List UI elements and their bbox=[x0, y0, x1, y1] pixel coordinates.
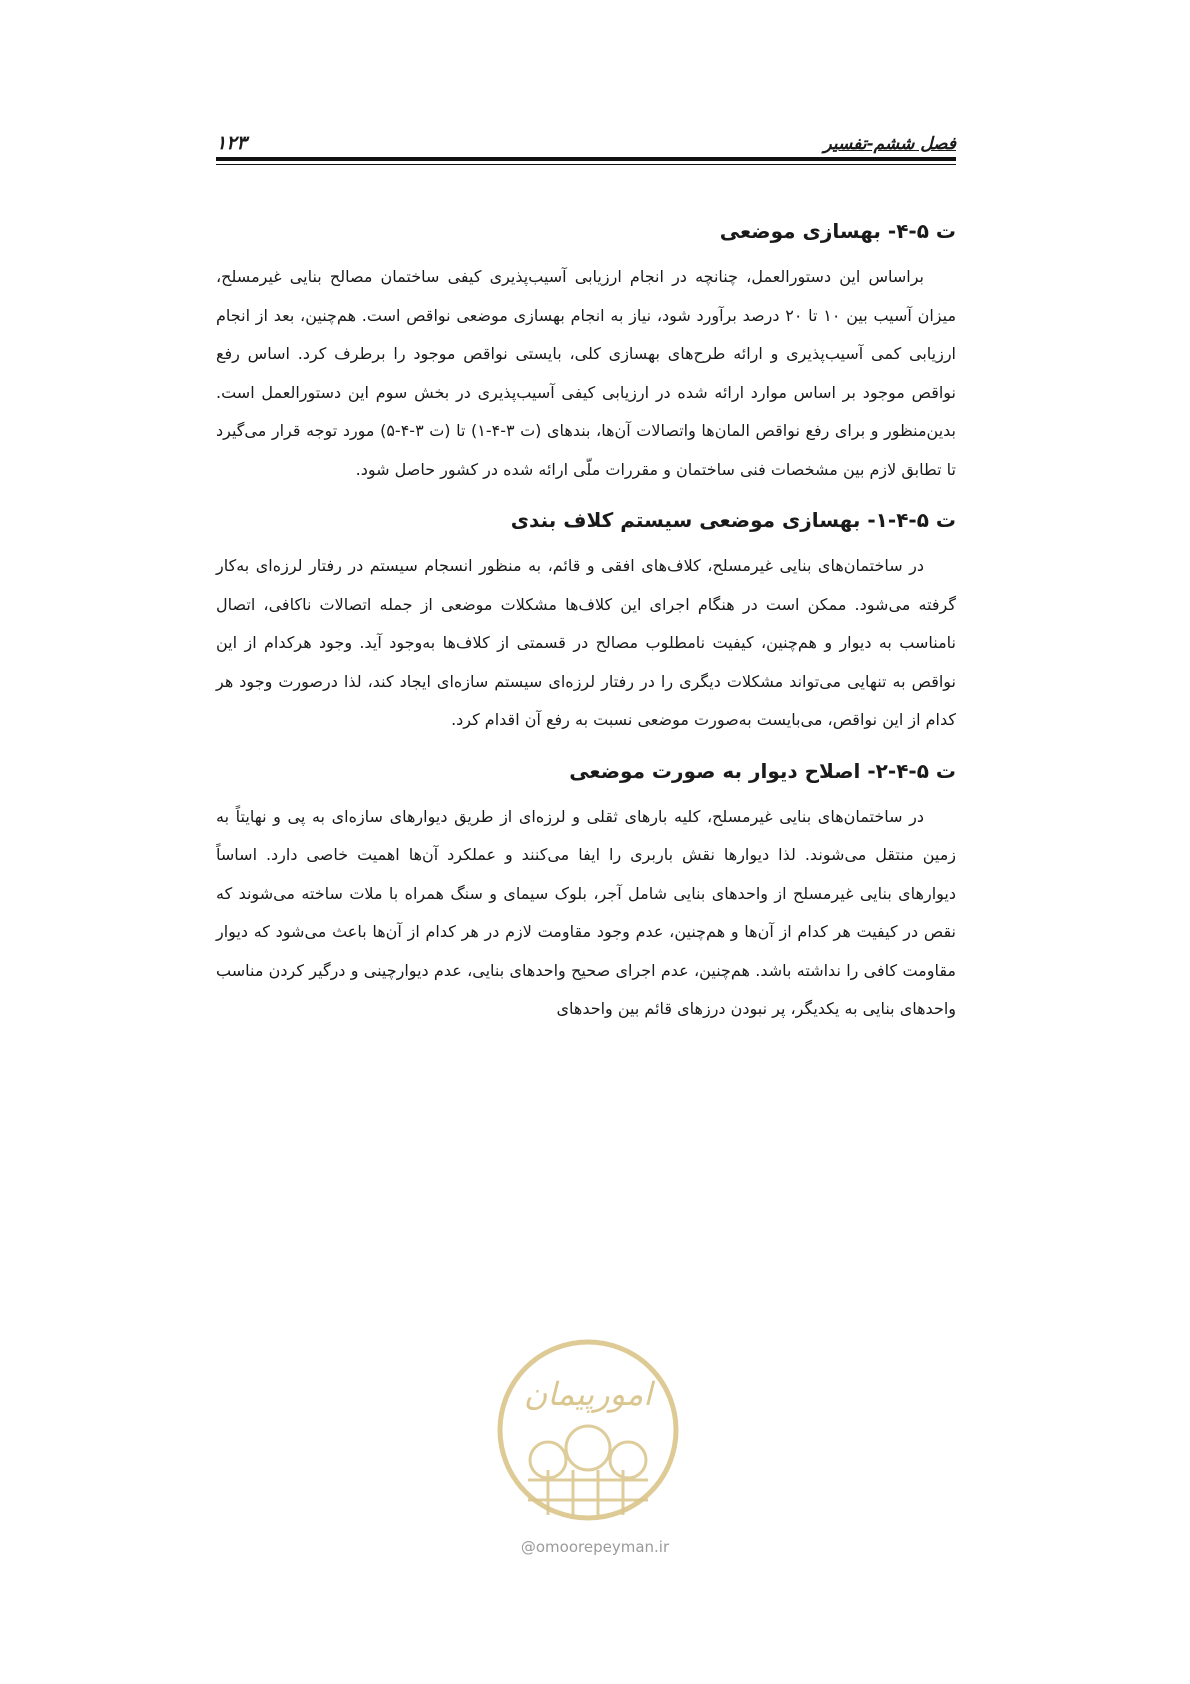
chapter-title: فصل ششم-تفسیر bbox=[823, 134, 956, 154]
running-header bbox=[216, 128, 956, 154]
page-number: ۱۲۳ bbox=[216, 132, 247, 154]
watermark-logo-text: امورپیمان bbox=[523, 1375, 653, 1413]
header-rule-thick bbox=[216, 157, 956, 161]
section-heading-wall-repair: ت ۵-۴-۲- اصلاح دیوار به صورت موضعی bbox=[569, 758, 956, 783]
section-paragraph-tie-beam-system: در ساختمان‌های بنایی غیرمسلح، کلاف‌های افقی و قائم، به منظور انسجام سیستم در رفتار لرزه‌ای به‌کار گرفته می‌شود. ممکن است در هنگام اجرای این کلاف‌ها مشکلات موضعی از جمله اتصالات ناکافی، اتصال نامناسب به دیوار و هم‌چنین، کیفیت نامطلوب مصالح در قسمتی از کلاف‌ها به‌وجود آید. وجود هرکدام از این نواقص به تنهایی می‌تواند مشکلات دیگری را در رفتار لرزه‌ای سیستم سازه‌ای ایجاد کند، لذا درصورت وجود هر کدام از این نواقص، می‌بایست به‌صورت موضعی نسبت به رفع آن اقدام کرد. bbox=[216, 556, 956, 729]
section-paragraph-local-rehabilitation: براساس این دستورالعمل، چنانچه در انجام ارزیابی آسیب‌پذیری کیفی ساختمان مصالح بنایی غیرمسلح، میزان آسیب بین ۱۰ تا ۲۰ درصد برآورد شود، نیاز به انجام بهسازی موضعی نواقص است. هم‌چنین، بعد از انجام ارزیابی کمی آسیب‌پذیری و ارائه طرح‌های بهسازی کلی، بایستی نواقص موجود را برطرف کرد. اساس رفع نواقص موجود بر اساس موارد ارائه شده در ارزیابی کیفی آسیب‌پذیری در بخش سوم این دستورالعمل است. بدین‌منظور و برای رفع نواقص المان‌ها واتصالات آن‌ها، بندهای (ت ۳-۴-۱) تا (ت ۳-۴-۵) مورد توجه قرار می‌گیرد تا تطابق لازم بین مشخصات فنی ساختمان و مقررات ملّی ارائه شده در کشور حاصل شود. bbox=[216, 267, 957, 479]
section-paragraph-wall-repair: در ساختمان‌های بنایی غیرمسلح، کلیه بارهای ثقلی و لرزه‌ای از طریق دیوارهای سازه‌ای به پی و نهایتاً به زمین منتقل می‌شوند. لذا دیوارها نقش باربری را ایفا می‌کنند و عملکرد آن‌ها اهمیت خاصی دارد. اساساً دیوارهای بنایی غیرمسلح از واحدهای بنایی شامل آجر، بلوک سیمای و سنگ همراه با ملات ساخته می‌شوند که نقص در کیفیت هر کدام از آن‌ها و هم‌چنین، عدم وجود مقاومت لازم در هر کدام از آن‌ها باعث می‌شود که دیوار مقاومت کافی را نداشته باشد. هم‌چنین، عدم اجرای صحیح واحدهای بنایی، عدم دیوارچینی و درگیر کردن مناسب واحدهای بنایی به یکدیگر، پر نبودن درزهای قائم بین واحدهای bbox=[216, 806, 956, 1018]
watermark-url: @omoorepeyman.ir bbox=[520, 1538, 670, 1556]
body-content bbox=[216, 210, 956, 1029]
section-heading-local-rehabilitation: ت ۵-۴- بهسازی موضعی bbox=[719, 219, 956, 243]
section-heading-tie-beam-system: ت ۵-۴-۱- بهسازی موضعی سیستم کلاف بندی bbox=[510, 508, 956, 532]
header-rule-thin bbox=[216, 164, 956, 165]
watermark-logo bbox=[488, 1330, 688, 1530]
